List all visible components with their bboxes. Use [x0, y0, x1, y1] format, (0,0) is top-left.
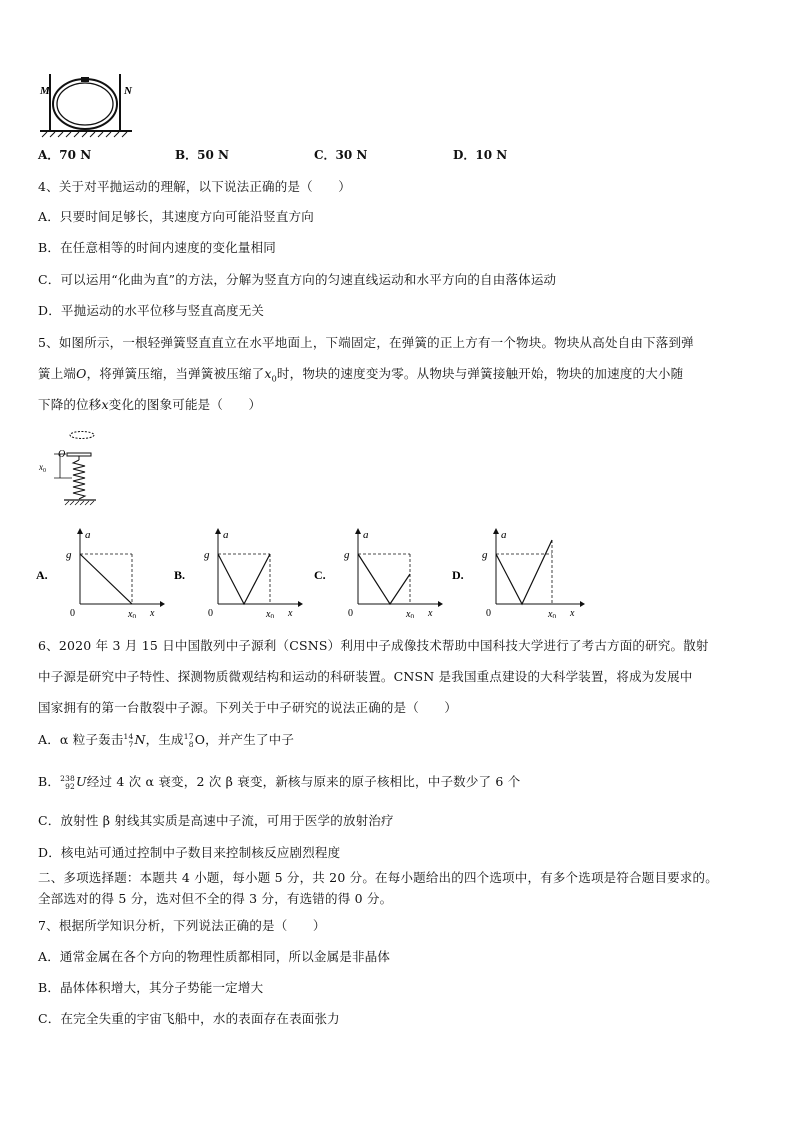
graph-a-label: A. — [36, 568, 48, 582]
q6-stem-line3: 国家拥有的第一台散裂中子源。下列关于中子研究的说法正确的是（ ） — [38, 700, 458, 715]
label-m: M — [40, 85, 50, 97]
graph-option-d[interactable] — [452, 526, 592, 618]
spring-figure — [36, 426, 106, 506]
q4-option-b[interactable]: B．在任意相等的时间内速度的变化量相同 — [38, 240, 276, 255]
q6-option-d[interactable]: D．核电站可通过控制中子数目来控制核反应剧烈程度 — [38, 845, 341, 860]
svg-text:g: g — [204, 549, 210, 561]
section2-instructions-line2: 全部选对的得 5 分，选对但不全的得 3 分，有选错的得 0 分。 — [38, 891, 393, 906]
svg-text:x0: $x_0$ — [406, 609, 414, 618]
svg-text:x0: $x_0$ — [266, 609, 274, 618]
graph-option-c[interactable] — [314, 526, 444, 618]
q3-option-d[interactable]: D．10 N — [453, 148, 508, 162]
label-n: N — [124, 85, 132, 97]
q5-stem-line1: 5、如图所示，一根轻弹簧竖直直立在水平地面上，下端固定，在弹簧的正上方有一个物块。物块从高处自由下落到弹 — [38, 335, 694, 350]
svg-text:g: g — [66, 549, 72, 561]
q7-stem: 7、根据所学知识分析，下列说法正确的是（ ） — [38, 918, 326, 933]
svg-text:0: 0 — [70, 608, 75, 618]
q7-option-a[interactable]: A．通常金属在各个方向的物理性质都相同，所以金属是非晶体 — [38, 949, 391, 964]
q6-option-a[interactable]: A．α 粒子轰击 14 7 N，生成 17 8 O，并产生了中子 — [38, 731, 295, 749]
graph-option-a[interactable] — [36, 526, 166, 618]
svg-text:a: a — [501, 529, 507, 541]
svg-text:x: x — [570, 608, 575, 618]
graph-c-label: C. — [314, 568, 326, 582]
svg-text:x: x — [428, 608, 433, 618]
q3-option-c[interactable]: C．30 N — [314, 148, 368, 162]
svg-text:x0: $x_0$ — [39, 462, 46, 474]
q6-option-b[interactable]: B． 238 92 U经过 4 次 α 衰变，2 次 β 衰变，新核与原来的原子核相比，中子数少了 6 个 — [38, 773, 521, 791]
q3-option-b[interactable]: B．50 N — [175, 148, 229, 162]
q3-option-a[interactable]: A．70 N — [38, 148, 92, 162]
svg-text:a: a — [363, 529, 369, 541]
q7-option-b[interactable]: B．晶体体积增大，其分子势能一定增大 — [38, 980, 264, 995]
q6-stem-line2: 中子源是研究中子特性、探测物质微观结构和运动的科研装置。CNSN 是我国重点建设的大科学装置，将成为发展中 — [38, 669, 693, 684]
q4-option-a[interactable]: A．只要时间足够长，其速度方向可能沿竖直方向 — [38, 209, 314, 224]
graph-option-b[interactable] — [174, 526, 304, 618]
q7-option-c[interactable]: C．在完全失重的宇宙飞船中，水的表面存在表面张力 — [38, 1011, 340, 1026]
spring-label-o: O — [58, 449, 66, 460]
svg-text:a: a — [85, 529, 91, 541]
q6-option-c[interactable]: C．放射性 β 射线其实质是高速中子流，可用于医学的放射治疗 — [38, 813, 394, 828]
svg-text:a: a — [223, 529, 229, 541]
graph-b-label: B. — [174, 568, 186, 582]
ring-figure — [38, 74, 138, 138]
q4-stem: 4、关于对平抛运动的理解，以下说法正确的是（ ） — [38, 179, 351, 194]
svg-text:x: x — [150, 608, 155, 618]
q5-stem-line3: 下降的位移x变化的图象可能是（ ） — [38, 397, 262, 412]
graph-d-label: D. — [452, 568, 464, 582]
svg-text:0: 0 — [208, 608, 213, 618]
svg-text:x: x — [288, 608, 293, 618]
svg-text:g: g — [482, 549, 488, 561]
q6-stem-line1: 6、2020 年 3 月 15 日中国散列中子源利（CSNS）利用中子成像技术帮助中国科技大学进行了考古方面的研究。散射 — [38, 638, 709, 653]
svg-text:x0: $x_0$ — [128, 609, 136, 618]
svg-text:x0: $x_0$ — [548, 609, 556, 618]
svg-text:g: g — [344, 549, 350, 561]
svg-text:0: 0 — [348, 608, 353, 618]
section2-instructions-line1: 二、多项选择题：本题共 4 小题，每小题 5 分，共 20 分。在每小题给出的四个选项中，有多个选项是符合题目要求的。 — [38, 870, 718, 885]
q5-stem-line2: 簧上端O，将弹簧压缩，当弹簧被压缩了$x_0$时，物块的速度变为零。从物块与弹簧接触开始，物块的加速度的大小随 — [38, 366, 684, 384]
q4-option-c[interactable]: C．可以运用“化曲为直”的方法，分解为竖直方向的匀速直线运动和水平方向的自由落体运动 — [38, 272, 557, 287]
svg-text:0: 0 — [486, 608, 491, 618]
q4-option-d[interactable]: D．平抛运动的水平位移与竖直高度无关 — [38, 303, 265, 318]
